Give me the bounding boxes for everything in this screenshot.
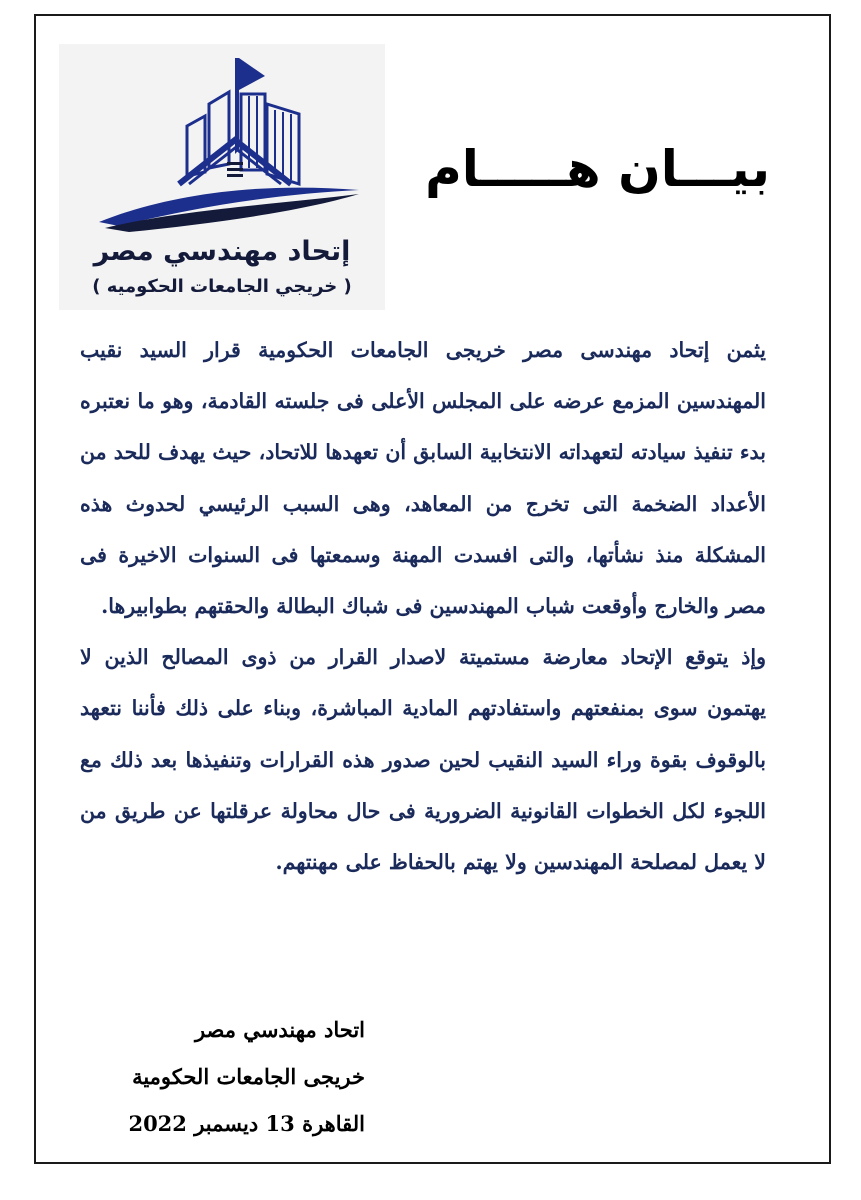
signature-place-date: القاهرة 13 ديسمبر 2022	[128, 1111, 365, 1136]
statement-title: بيـــان هـــــام	[425, 140, 770, 198]
body-paragraph-1: يثمن إتحاد مهندسى مصر خريجى الجامعات الحكومية قرار السيد نقيب المهندسين المزمع عرضه على المجلس الأعلى فى جلسته القادمة، وهو ما نعتبره بدء تنفيذ سيادته لتعهداته الانتخابية السابق أن تعهدها للاتحاد، حيث يهدف للحد من الأعداد الضخمة التى تخرج من المعاهد، وهى السبب الرئيسي لحدوث هذه المشكلة منذ نشأتها، والتى افسدت المهنة وسمعتها فى السنوات الاخيرة فى مصر والخارج وأوقعت شباب المهندسين فى شباك البطالة والحقتهم بطوابيرها.	[80, 338, 766, 619]
signature-org-sub: خريجى الجامعات الحكومية	[132, 1064, 365, 1089]
signature-org: اتحاد مهندسي مصر	[194, 1017, 365, 1042]
statement-body	[80, 325, 766, 888]
union-logo	[59, 44, 385, 310]
logo-subtitle: ( خريجي الجامعات الحكوميه )	[92, 276, 352, 297]
buildings-emblem-icon	[59, 44, 385, 244]
signature-block	[105, 1006, 365, 1147]
body-paragraph-2: وإذ يتوقع الإتحاد معارضة مستميتة لاصدار القرار من ذوى المصالح الذين لا يهتمون سوى بمنفعتهم واستفادتهم المادية المباشرة، وبناء على ذلك فأننا نتعهد بالوقوف بقوة وراء السيد النقيب لحين صدور هذه القرارات وتنفيذها بعد ذلك مع اللجوء لكل الخطوات القانونية الضرورية فى حال محاولة عرقلتها عن طريق من لا يعمل لمصلحة المهندسين ولا يهتم بالحفاظ على مهنتهم.	[80, 645, 766, 875]
flag-icon	[239, 58, 265, 90]
logo-name: إتحاد مهندسي مصر	[93, 236, 351, 267]
